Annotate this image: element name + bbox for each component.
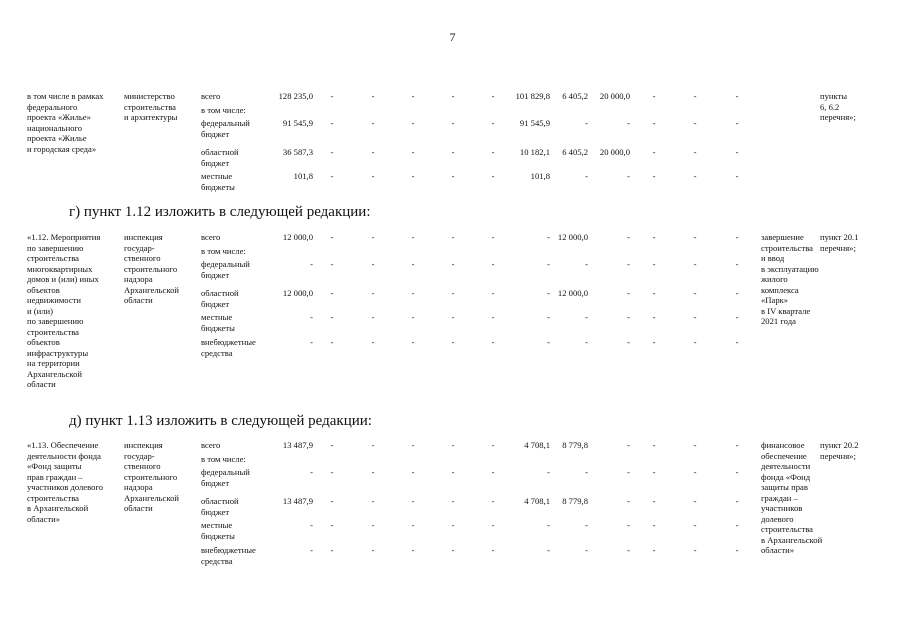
executor-name: министерство строительства и архитектуры: [124, 91, 178, 122]
funding-source-label: областной бюджет: [201, 288, 239, 309]
funding-value: -: [693, 147, 697, 157]
funding-value: -: [491, 171, 495, 181]
funding-value: -: [371, 337, 375, 347]
funding-value: 13 487,9: [282, 440, 313, 450]
funding-value: -: [652, 171, 656, 181]
funding-value: -: [627, 288, 630, 298]
funding-source-label: всего: [201, 91, 221, 101]
page-number: 7: [449, 30, 456, 44]
funding-value: -: [411, 440, 415, 450]
funding-value: -: [451, 520, 455, 530]
funding-value: -: [547, 520, 550, 530]
funding-value: 91 545,9: [519, 118, 550, 128]
funding-value: -: [693, 312, 697, 322]
funding-source-label: федеральный бюджет: [201, 259, 250, 280]
funding-value: 12 000,0: [282, 232, 313, 242]
funding-value: -: [310, 467, 313, 477]
funding-value: -: [330, 440, 334, 450]
funding-value: -: [735, 520, 739, 530]
funding-value: -: [585, 171, 588, 181]
funding-value: -: [330, 118, 334, 128]
funding-value: -: [451, 171, 455, 181]
funding-value: 101,8: [530, 171, 550, 181]
funding-value: -: [735, 171, 739, 181]
funding-value: -: [451, 312, 455, 322]
funding-value: -: [451, 288, 455, 298]
funding-source-label: в том числе:: [201, 246, 246, 256]
funding-value: -: [585, 520, 588, 530]
funding-value: -: [627, 118, 630, 128]
funding-source-label: местные бюджеты: [201, 312, 235, 333]
funding-source-label: местные бюджеты: [201, 171, 235, 192]
measure-name: в том числе в рамках федерального проекта «Жилье» национального проекта «Жилье и городская среда»: [27, 91, 104, 154]
funding-value: -: [547, 545, 550, 555]
funding-value: -: [371, 232, 375, 242]
funding-source-label: местные бюджеты: [201, 520, 235, 541]
funding-value: -: [451, 232, 455, 242]
section-heading: д) пункт 1.13 изложить в следующей редакции:: [69, 413, 372, 429]
funding-value: -: [735, 91, 739, 101]
funding-value: -: [547, 467, 550, 477]
funding-value: -: [627, 337, 630, 347]
funding-value: -: [627, 440, 630, 450]
funding-value: -: [547, 232, 550, 242]
funding-value: -: [371, 91, 375, 101]
funding-value: -: [585, 118, 588, 128]
funding-value: -: [547, 312, 550, 322]
funding-value: 10 182,1: [519, 147, 550, 157]
funding-value: -: [371, 440, 375, 450]
funding-value: 4 708,1: [524, 440, 550, 450]
funding-source-label: в том числе:: [201, 454, 246, 464]
funding-source-label: федеральный бюджет: [201, 467, 250, 488]
funding-value: -: [491, 440, 495, 450]
funding-value: -: [652, 520, 656, 530]
executor-name: инспекция государ- ственного строительного надзора Архангельской области: [124, 440, 179, 513]
funding-value: -: [627, 312, 630, 322]
funding-value: -: [371, 545, 375, 555]
funding-value: -: [735, 259, 739, 269]
funding-value: -: [491, 467, 495, 477]
reference-note: пункт 20.2 перечня»;: [820, 440, 859, 461]
funding-value: 12 000,0: [557, 232, 588, 242]
funding-value: -: [491, 288, 495, 298]
funding-value: 4 708,1: [524, 496, 550, 506]
funding-value: -: [330, 520, 334, 530]
funding-value: -: [411, 545, 415, 555]
funding-source-label: областной бюджет: [201, 496, 239, 517]
funding-value: -: [491, 118, 495, 128]
measure-name: «1.13. Обеспечение деятельности фонда «Фонд защиты прав граждан – участников долевого строительства в Архангельской области»: [27, 440, 104, 524]
funding-value: -: [330, 147, 334, 157]
funding-value: -: [371, 467, 375, 477]
funding-value: -: [491, 520, 495, 530]
funding-value: -: [330, 288, 334, 298]
funding-value: -: [371, 496, 375, 506]
funding-value: -: [451, 496, 455, 506]
funding-value: -: [652, 91, 656, 101]
funding-value: -: [491, 337, 495, 347]
funding-value: -: [330, 337, 334, 347]
funding-value: -: [652, 467, 656, 477]
funding-value: -: [330, 232, 334, 242]
section-heading: г) пункт 1.12 изложить в следующей редакции:: [69, 204, 371, 220]
funding-value: -: [371, 171, 375, 181]
funding-value: -: [627, 232, 630, 242]
funding-value: -: [491, 312, 495, 322]
funding-value: -: [693, 467, 697, 477]
funding-value: -: [627, 520, 630, 530]
funding-source-label: всего: [201, 440, 221, 450]
funding-value: -: [735, 232, 739, 242]
funding-value: -: [491, 259, 495, 269]
funding-value: -: [693, 545, 697, 555]
funding-value: -: [693, 171, 697, 181]
funding-value: -: [411, 337, 415, 347]
funding-value: -: [693, 288, 697, 298]
funding-value: -: [735, 147, 739, 157]
executor-name: инспекция государ- ственного строительного надзора Архангельской области: [124, 232, 179, 305]
funding-value: -: [652, 312, 656, 322]
funding-value: -: [652, 118, 656, 128]
funding-value: -: [411, 91, 415, 101]
funding-value: -: [411, 118, 415, 128]
funding-value: 20 000,0: [599, 91, 630, 101]
funding-value: -: [371, 312, 375, 322]
funding-value: -: [451, 440, 455, 450]
funding-value: -: [652, 545, 656, 555]
funding-value: -: [627, 467, 630, 477]
funding-value: -: [330, 545, 334, 555]
funding-value: -: [652, 147, 656, 157]
funding-value: -: [652, 232, 656, 242]
funding-value: -: [547, 288, 550, 298]
funding-value: -: [411, 496, 415, 506]
funding-value: 101,8: [293, 171, 313, 181]
funding-value: -: [693, 259, 697, 269]
funding-source-label: всего: [201, 232, 221, 242]
funding-value: -: [371, 147, 375, 157]
funding-value: -: [371, 520, 375, 530]
funding-value: -: [491, 147, 495, 157]
funding-value: -: [451, 259, 455, 269]
funding-value: 6 405,2: [562, 147, 588, 157]
funding-value: -: [585, 337, 588, 347]
expected-result: завершение строительства и ввод в эксплуатацию жилого комплекса «Парк» в IV квартале 2021 года: [761, 232, 819, 326]
funding-value: -: [585, 259, 588, 269]
funding-value: -: [735, 118, 739, 128]
funding-value: -: [627, 545, 630, 555]
funding-value: -: [330, 312, 334, 322]
funding-source-label: областной бюджет: [201, 147, 239, 168]
expected-result: финансовое обеспечение деятельности фонда «Фонд защиты прав граждан – участников долевого строительства в Архангельской области»: [761, 440, 823, 555]
funding-value: -: [310, 259, 313, 269]
funding-value: -: [547, 337, 550, 347]
funding-value: -: [411, 520, 415, 530]
funding-value: -: [735, 496, 739, 506]
funding-value: -: [411, 147, 415, 157]
funding-value: -: [735, 337, 739, 347]
funding-value: -: [693, 91, 697, 101]
funding-value: 8 779,8: [562, 496, 588, 506]
funding-value: -: [451, 91, 455, 101]
funding-value: -: [491, 496, 495, 506]
funding-value: -: [652, 288, 656, 298]
funding-value: -: [411, 232, 415, 242]
funding-value: 20 000,0: [599, 147, 630, 157]
funding-value: -: [735, 288, 739, 298]
reference-note: пункт 20.1 перечня»;: [820, 232, 859, 253]
funding-source-label: федеральный бюджет: [201, 118, 250, 139]
funding-source-label: в том числе:: [201, 105, 246, 115]
funding-value: -: [627, 171, 630, 181]
funding-value: -: [693, 232, 697, 242]
funding-value: -: [371, 118, 375, 128]
funding-value: -: [652, 496, 656, 506]
funding-value: -: [411, 467, 415, 477]
funding-value: -: [330, 496, 334, 506]
funding-value: -: [310, 545, 313, 555]
funding-value: -: [547, 259, 550, 269]
funding-value: 91 545,9: [282, 118, 313, 128]
funding-value: 128 235,0: [278, 91, 313, 101]
funding-value: -: [627, 259, 630, 269]
funding-source-label: внебюджетные средства: [201, 337, 256, 358]
funding-value: -: [693, 337, 697, 347]
funding-value: -: [627, 496, 630, 506]
funding-value: -: [693, 496, 697, 506]
funding-value: -: [735, 545, 739, 555]
funding-value: -: [491, 232, 495, 242]
funding-value: -: [371, 259, 375, 269]
funding-value: 36 587,3: [282, 147, 313, 157]
funding-value: -: [330, 467, 334, 477]
measure-name: «1.12. Мероприятия по завершению строительства многоквартирных домов и (или) иных объектов недвижимости и (или) по завершению строительства объектов инфраструктуры на территории Архангельской области: [27, 232, 101, 389]
funding-value: -: [330, 171, 334, 181]
funding-value: -: [330, 259, 334, 269]
funding-value: -: [652, 337, 656, 347]
funding-value: 101 829,8: [515, 91, 550, 101]
funding-source-label: внебюджетные средства: [201, 545, 256, 566]
funding-value: -: [310, 520, 313, 530]
funding-value: -: [735, 467, 739, 477]
funding-value: -: [585, 467, 588, 477]
funding-value: -: [693, 520, 697, 530]
reference-note: пункты 6, 6.2 перечня»;: [820, 91, 856, 122]
funding-value: -: [411, 171, 415, 181]
funding-value: -: [735, 312, 739, 322]
funding-value: -: [585, 312, 588, 322]
funding-value: -: [451, 467, 455, 477]
funding-value: 8 779,8: [562, 440, 588, 450]
funding-value: -: [491, 545, 495, 555]
funding-value: -: [451, 147, 455, 157]
funding-value: -: [735, 440, 739, 450]
funding-value: -: [411, 259, 415, 269]
funding-value: 12 000,0: [282, 288, 313, 298]
funding-value: -: [491, 91, 495, 101]
funding-value: -: [451, 337, 455, 347]
funding-value: -: [310, 312, 313, 322]
funding-value: 6 405,2: [562, 91, 588, 101]
funding-value: -: [451, 545, 455, 555]
funding-value: -: [652, 259, 656, 269]
funding-value: -: [411, 312, 415, 322]
funding-value: 12 000,0: [557, 288, 588, 298]
funding-value: -: [693, 440, 697, 450]
funding-value: -: [451, 118, 455, 128]
funding-value: -: [585, 545, 588, 555]
funding-value: -: [693, 118, 697, 128]
funding-value: 13 487,9: [282, 496, 313, 506]
funding-value: -: [310, 337, 313, 347]
funding-value: -: [371, 288, 375, 298]
funding-value: -: [330, 91, 334, 101]
funding-value: -: [411, 288, 415, 298]
funding-value: -: [652, 440, 656, 450]
